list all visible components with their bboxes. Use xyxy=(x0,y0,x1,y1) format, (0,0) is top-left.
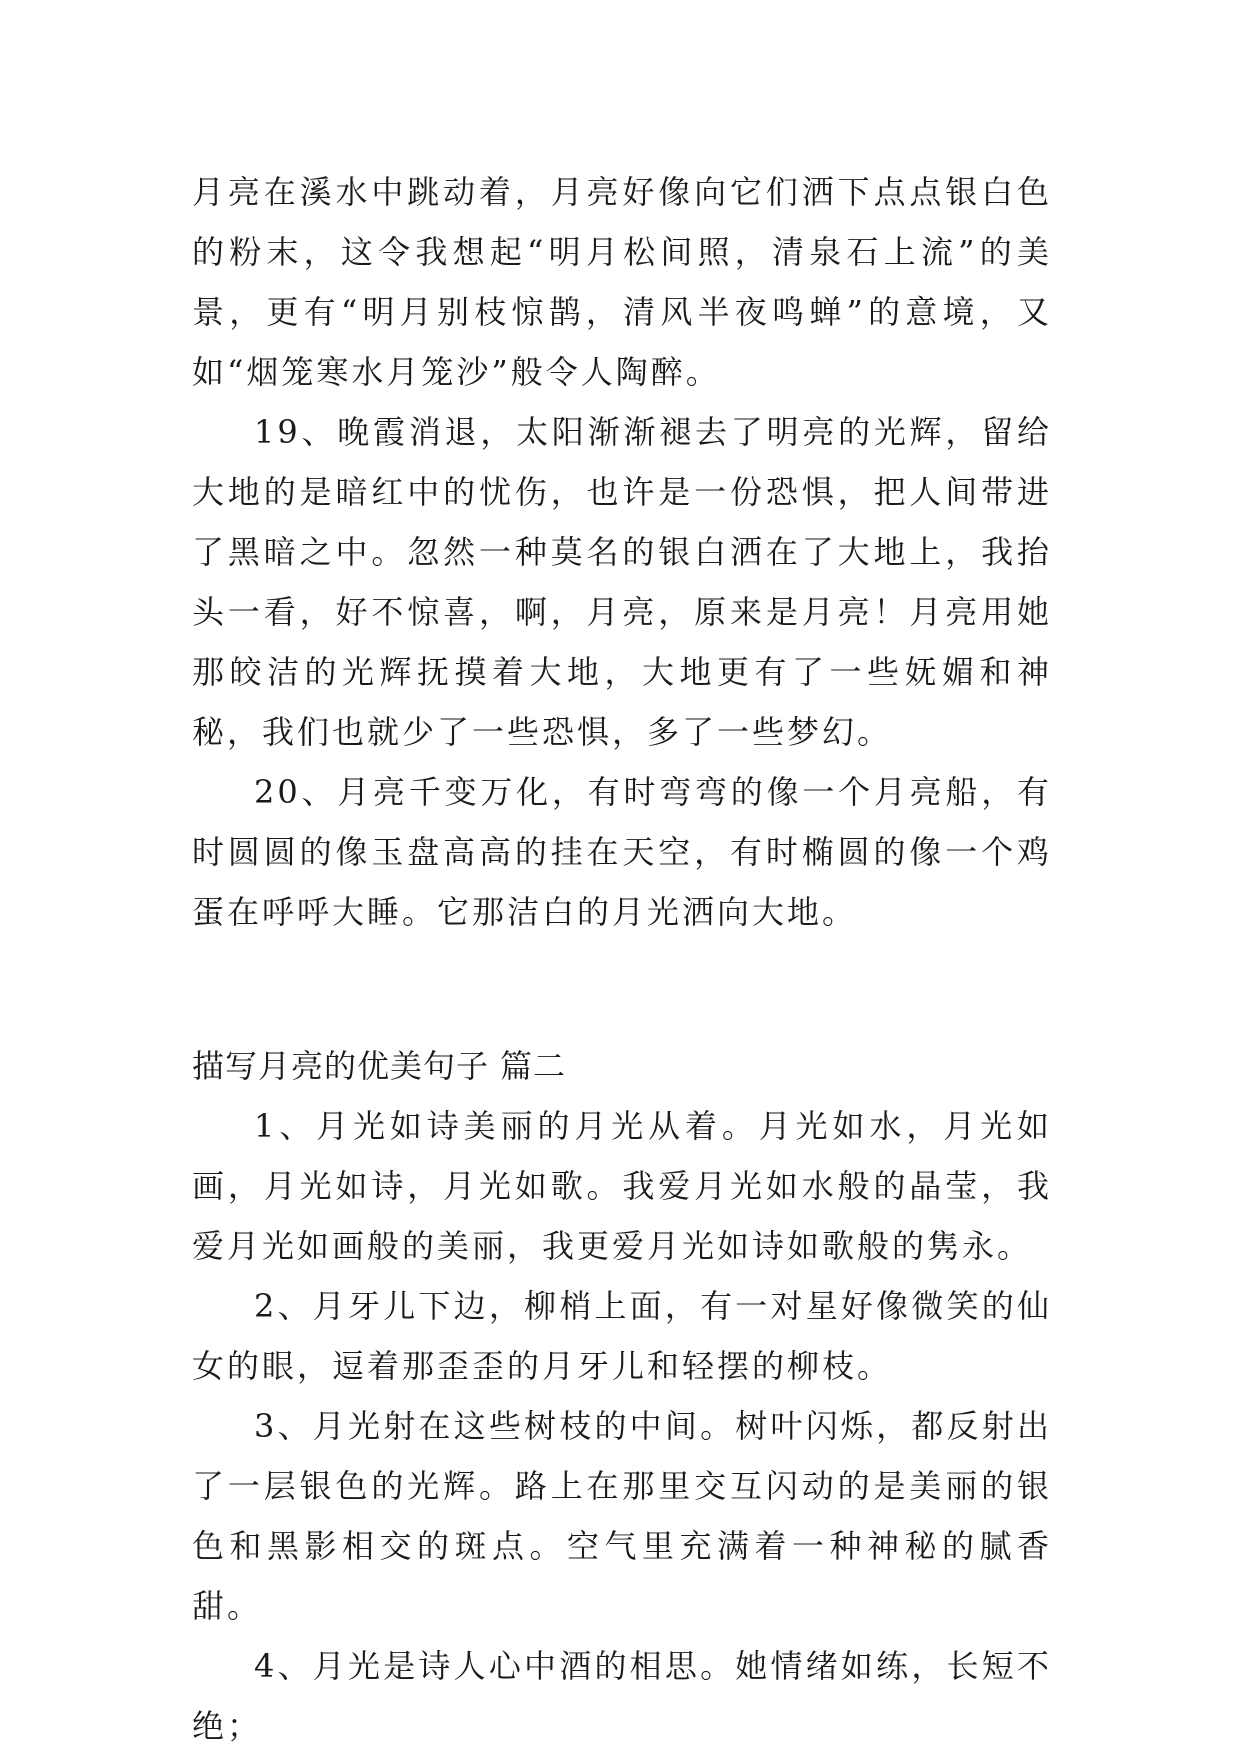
document-body xyxy=(192,162,1052,1756)
paragraph-item-3: 3、月光射在这些树枝的中间。树叶闪烁，都反射出了一层银色的光辉。路上在那里交互闪动的是美丽的银色和黑影相交的斑点。空气里充满着一种神秘的腻香甜。 xyxy=(192,1407,1052,1625)
paragraph-item-20: 20、月亮千变万化，有时弯弯的像一个月亮船，有时圆圆的像玉盘高高的挂在天空，有时椭圆的像一个鸡蛋在呼呼大睡。它那洁白的月光洒向大地。 xyxy=(192,773,1052,931)
section-heading: 描写月亮的优美句子 篇二 xyxy=(192,1047,567,1085)
paragraph-item-4: 4、月光是诗人心中酒的相思。她情绪如练，长短不绝； xyxy=(192,1647,1052,1745)
paragraph-item-19: 19、晚霞消退，太阳渐渐褪去了明亮的光辉，留给大地的是暗红中的忧伤，也许是一份恐惧，把人间带进了黑暗之中。忽然一种莫名的银白洒在了大地上，我抬头一看，好不惊喜，啊，月亮，原来是月亮！月亮用她那皎洁的光辉抚摸着大地，大地更有了一些妩媚和神秘，我们也就少了一些恐惧，多了一些梦幻。 xyxy=(192,413,1052,751)
paragraph-item-2: 2、月牙儿下边，柳梢上面，有一对星好像微笑的仙女的眼，逗着那歪歪的月牙儿和轻摆的柳枝。 xyxy=(192,1287,1052,1385)
paragraph-continued: 月亮在溪水中跳动着，月亮好像向它们洒下点点银白色的粉末，这令我想起“明月松间照，清泉石上流”的美景，更有“明月别枝惊鹊，清风半夜鸣蝉”的意境，又如“烟笼寒水月笼沙”般令人陶醉。 xyxy=(192,173,1052,391)
paragraph-item-1: 1、月光如诗美丽的月光从着。月光如水，月光如画，月光如诗，月光如歌。我爱月光如水般的晶莹，我爱月光如画般的美丽，我更爱月光如诗如歌般的隽永。 xyxy=(192,1107,1052,1265)
